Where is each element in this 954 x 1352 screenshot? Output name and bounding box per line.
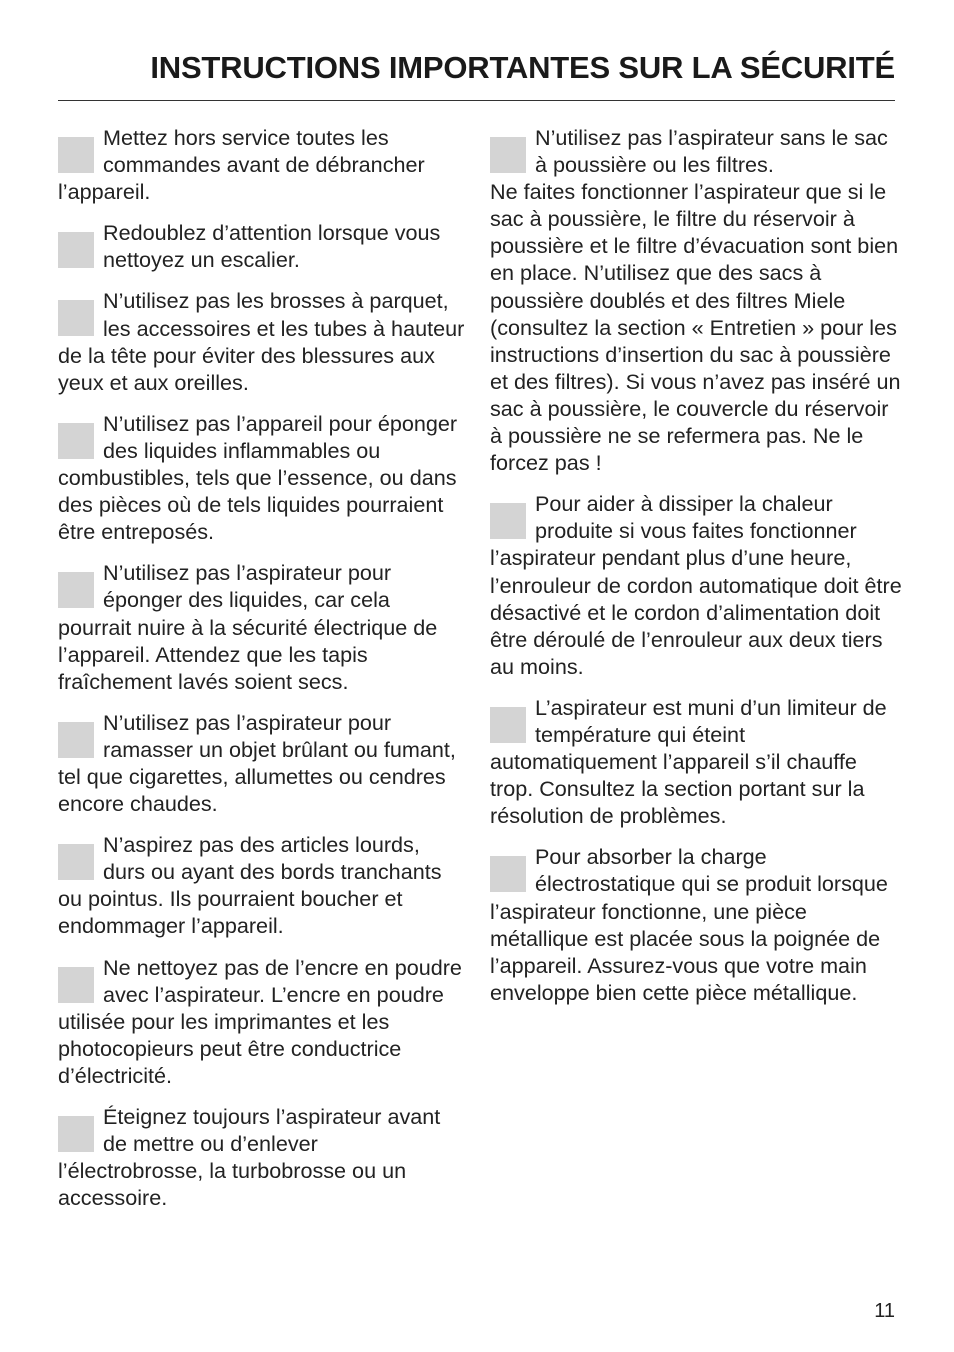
square-bullet-icon — [58, 1116, 94, 1152]
safety-item-text: L’aspirateur est muni d’un limiteur de température qui éteint automatiquement l’appareil s’il chauffe trop. Consultez la section portant sur la résolution de problèmes. — [490, 694, 887, 829]
square-bullet-icon — [58, 300, 94, 336]
safety-item-continuation: Ne faites fonctionner l’aspirateur que si le sac à poussière, le filtre du réservoir à poussière et le filtre d’évacuation sont bien en place. N’utilisez que des sacs à poussière doublés et des filtres Miele (consultez la section « Entretien » pour les instructions d’insertion du sac à poussière et des filtres). Si vous n’avez pas inséré un sac à poussière, le couvercle du réservoir à poussière ne se refermera pas. Ne le forcez pas ! — [490, 179, 901, 476]
safety-item-text: Pour absorber la charge électrostatique qui se produit lorsque l’aspirateur fonctionne, une pièce métallique est placée sous la poignée de l’appareil. Assurez-vous que votre main enveloppe bien cette pièce métallique. — [490, 844, 888, 1005]
safety-item — [58, 410, 466, 545]
square-bullet-icon — [58, 137, 94, 173]
page-number: 11 — [874, 1300, 895, 1322]
safety-item — [58, 831, 466, 939]
safety-item-text: N’utilisez pas l’aspirateur pour ramasser un objet brûlant ou fumant, tel que cigarettes, allumettes ou cendres encore chaudes. — [58, 709, 456, 817]
safety-item-text: N’utilisez pas l’aspirateur sans le sac à poussière ou les filtres. — [535, 125, 888, 178]
left-column — [58, 124, 466, 1225]
safety-item — [58, 219, 466, 273]
square-bullet-icon — [490, 856, 526, 892]
safety-item — [58, 124, 466, 205]
page-title: INSTRUCTIONS IMPORTANTES SUR LA SÉCURITÉ — [150, 50, 895, 85]
safety-item-text: Pour aider à dissiper la chaleur produite si vous faites fonctionner l’aspirateur pendant plus d’une heure, l’enrouleur de cordon automatique doit être désactivé et le cordon d’alimentation doit être déroulé de l’enrouleur aux deux tiers au moins. — [490, 491, 902, 679]
square-bullet-icon — [58, 722, 94, 758]
right-column — [490, 124, 902, 1020]
safety-item-text: Ne nettoyez pas de l’encre en poudre avec l’aspirateur. L’encre en poudre utilisée pour les imprimantes et les photocopieurs peut être conductrice d’électricité. — [58, 954, 462, 1088]
square-bullet-icon — [58, 844, 94, 880]
square-bullet-icon — [58, 967, 94, 1003]
safety-item — [490, 490, 902, 680]
safety-item — [58, 954, 466, 1089]
safety-item — [58, 1103, 466, 1211]
safety-item — [58, 287, 466, 395]
square-bullet-icon — [58, 423, 94, 459]
square-bullet-icon — [490, 137, 526, 173]
safety-item — [490, 124, 902, 476]
safety-item — [58, 559, 466, 694]
safety-item-text: Redoublez d’attention lorsque vous nettoyez un escalier. — [103, 220, 441, 273]
square-bullet-icon — [490, 503, 526, 539]
safety-item-text: N’utilisez pas l’aspirateur pour éponger des liquides, car cela pourrait nuire à la sécurité électrique de l’appareil. Attendez que les tapis fraîchement lavés soient secs. — [58, 560, 438, 694]
safety-item-text: Mettez hors service toutes les commandes avant de débrancher l’appareil. — [58, 125, 425, 205]
safety-item-text: Éteignez toujours l’aspirateur avant de mettre ou d’enlever l’électrobrosse, la turbobrosse ou un accessoire. — [58, 1104, 441, 1211]
safety-item-text: N’utilisez pas l’appareil pour éponger des liquides inflammables ou combustibles, tels que l’essence, ou dans des pièces où de tels liquides pourraient être entreposés. — [58, 410, 458, 545]
square-bullet-icon — [490, 707, 526, 743]
title-divider — [58, 100, 895, 101]
safety-item — [490, 843, 902, 1006]
safety-item — [58, 709, 466, 817]
safety-item — [490, 694, 902, 829]
square-bullet-icon — [58, 232, 94, 268]
safety-item-text: N’aspirez pas des articles lourds, durs ou ayant des bords tranchants ou pointus. Ils pourraient boucher et endommager l’appareil. — [58, 832, 442, 939]
square-bullet-icon — [58, 572, 94, 608]
safety-item-text: N’utilisez pas les brosses à parquet, les accessoires et les tubes à hauteur de la tête pour éviter des blessures aux yeux et aux oreilles. — [58, 288, 465, 395]
